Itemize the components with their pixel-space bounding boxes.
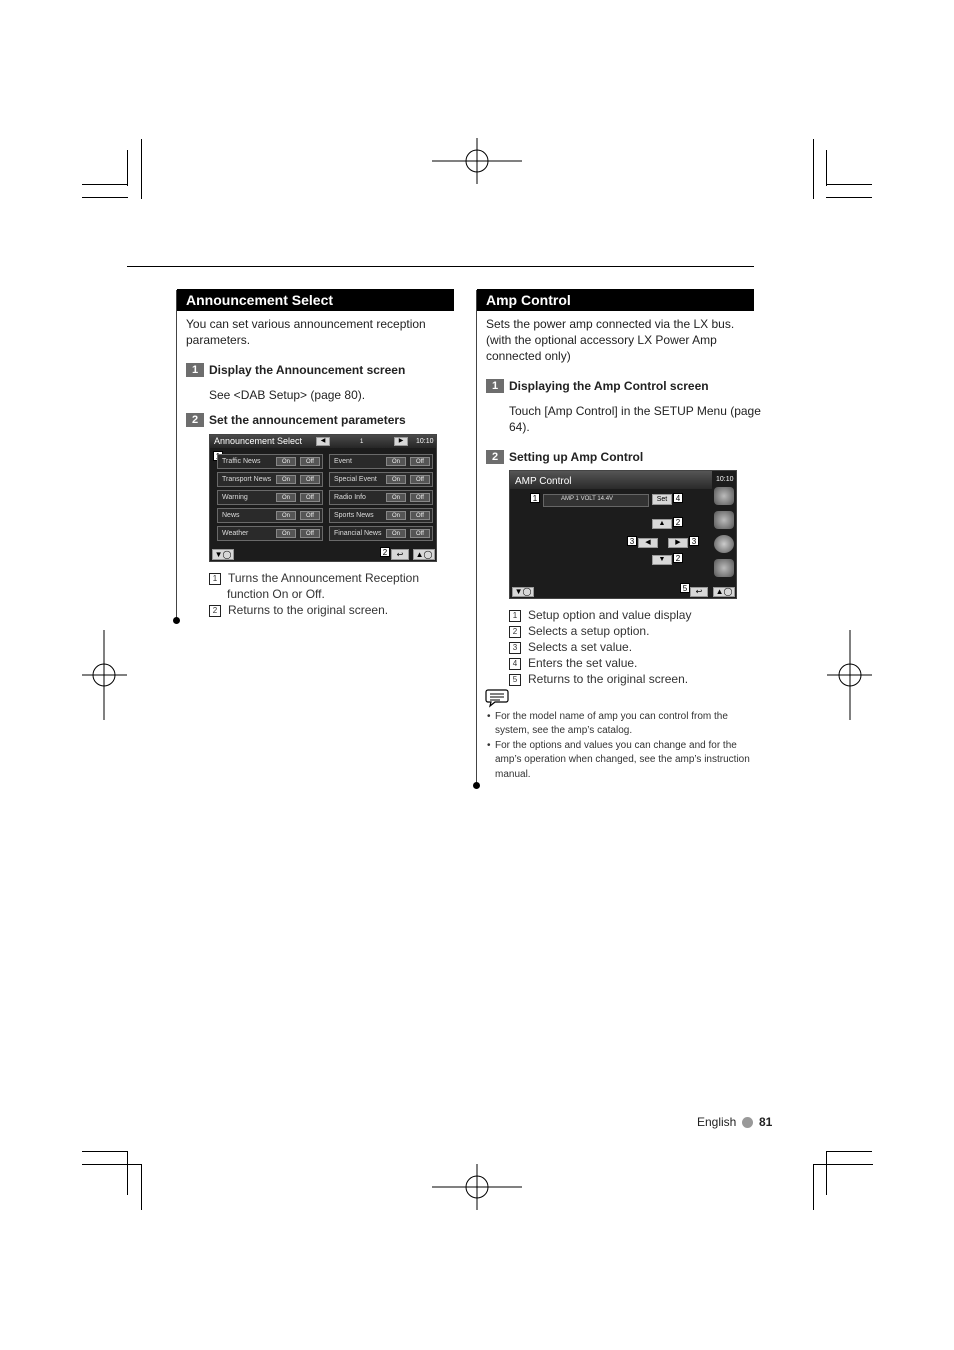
row-label: Financial News (334, 530, 382, 537)
off-button[interactable]: Off (410, 457, 430, 466)
row-label: Traffic News (222, 458, 261, 465)
step-title: Setting up Amp Control (509, 450, 644, 464)
callout-3: 3 (627, 536, 637, 546)
callout-5: 5 (680, 583, 690, 593)
footer-language: English (697, 1115, 737, 1129)
section-heading-amp-control: Amp Control (477, 289, 754, 311)
legend-item: 2 Selects a setup option. (509, 623, 649, 639)
callout-2: 2 (380, 547, 390, 557)
note-line: amp’s operation when changed, see the amp’s instruction (495, 754, 750, 765)
step-number: 1 (486, 379, 504, 393)
toggle-row[interactable] (329, 508, 433, 523)
on-button[interactable]: On (386, 475, 406, 484)
screen-title: AMP Control (515, 476, 572, 487)
callout-2: 2 (673, 517, 683, 527)
row-label: Sports News (334, 512, 374, 519)
step-body: Touch [Amp Control] in the SETUP Menu (page (509, 404, 761, 418)
on-button[interactable]: On (386, 457, 406, 466)
left-margin-bar (176, 290, 177, 620)
toggle-row[interactable] (217, 472, 323, 487)
off-button[interactable]: Off (410, 493, 430, 502)
row-label: Radio Info (334, 494, 366, 501)
row-label: News (222, 512, 240, 519)
callout-3: 3 (689, 536, 699, 546)
note-bullet: • (487, 740, 491, 751)
legend-item: function On or Off. (227, 587, 325, 601)
on-button[interactable]: On (276, 475, 296, 484)
scroll-down-button[interactable]: ▼◯ (212, 549, 234, 560)
off-button[interactable]: Off (410, 511, 430, 520)
off-button[interactable]: Off (300, 457, 320, 466)
amp-intro-line: Sets the power amp connected via the LX bus. (486, 317, 735, 331)
amp-control-screen (509, 470, 737, 599)
note-line: system, see the amp’s catalog. (495, 725, 633, 736)
option-up-button[interactable]: ▲ (652, 519, 672, 529)
step-number: 2 (186, 413, 204, 427)
legend-item: 1 Turns the Announcement Reception (209, 570, 419, 586)
callout-2: 2 (673, 553, 683, 563)
value-left-button[interactable]: ◀ (638, 538, 658, 548)
option-down-button[interactable]: ▼ (652, 555, 672, 565)
amp-intro-line: (with the optional accessory LX Power Amp (486, 333, 717, 347)
next-page-button[interactable]: ▶ (394, 437, 408, 446)
left-margin-dot (173, 617, 180, 624)
off-button[interactable]: Off (410, 529, 430, 538)
value-right-button[interactable]: ▶ (668, 538, 688, 548)
step-body: 64). (509, 420, 530, 434)
legend-item: 1 Setup option and value display (509, 607, 691, 623)
side-menu-icon[interactable] (714, 487, 734, 505)
side-menu-icon[interactable] (714, 535, 734, 553)
off-button[interactable]: Off (410, 475, 430, 484)
top-rule (127, 266, 754, 267)
right-margin-dot (473, 782, 480, 789)
note-line: For the model name of amp you can control from the (495, 711, 728, 722)
on-button[interactable]: On (276, 511, 296, 520)
step-title: Set the announcement parameters (209, 413, 406, 427)
right-margin-bar (476, 290, 477, 784)
on-button[interactable]: On (386, 493, 406, 502)
toggle-row[interactable] (217, 526, 323, 541)
note-icon (485, 688, 509, 708)
toggle-row[interactable] (329, 472, 433, 487)
legend-item: 2 Returns to the original screen. (209, 602, 388, 618)
scroll-down-button[interactable]: ▼◯ (512, 587, 534, 597)
screen-title: Announcement Select (214, 436, 303, 446)
row-label: Warning (222, 494, 248, 501)
side-menu-icon[interactable] (714, 559, 734, 577)
toggle-row[interactable] (329, 526, 433, 541)
toggle-row[interactable] (217, 454, 323, 469)
off-button[interactable]: Off (300, 529, 320, 538)
clock: 10:10 (416, 438, 434, 445)
step-title: Displaying the Amp Control screen (509, 379, 709, 393)
toggle-row[interactable] (329, 454, 433, 469)
step-body: See <DAB Setup> (page 80). (209, 388, 366, 402)
announcement-intro: You can set various announcement reception parameters. (186, 317, 426, 347)
page-number: 81 (759, 1115, 773, 1129)
on-button[interactable]: On (386, 511, 406, 520)
set-button[interactable]: Set (652, 494, 672, 505)
section-heading-announcement: Announcement Select (177, 289, 454, 311)
return-button[interactable]: ↩ (391, 549, 409, 560)
footer-dot (742, 1117, 753, 1128)
return-button[interactable]: ↩ (690, 587, 708, 597)
row-label: Special Event (334, 476, 377, 483)
value-display-text: AMP 1 VOLT 14.4V (561, 496, 614, 502)
step-number: 1 (186, 363, 204, 377)
callout-1: 1 (530, 493, 540, 503)
on-button[interactable]: On (276, 457, 296, 466)
toggle-row[interactable] (217, 490, 323, 505)
amp-intro-line: connected only) (486, 349, 571, 363)
prev-page-button[interactable]: ◀ (316, 437, 330, 446)
on-button[interactable]: On (276, 529, 296, 538)
legend-item: 4 Enters the set value. (509, 655, 637, 671)
legend-item: 5 Returns to the original screen. (509, 671, 688, 687)
legend-item: 3 Selects a set value. (509, 639, 632, 655)
off-button[interactable]: Off (300, 493, 320, 502)
off-button[interactable]: Off (300, 475, 320, 484)
clock: 10:10 (716, 476, 734, 483)
note-line: manual. (495, 769, 531, 780)
row-label: Weather (222, 530, 249, 537)
scroll-up-button[interactable]: ▲◯ (713, 587, 735, 597)
note-bullet: • (487, 711, 491, 722)
step-title: Display the Announcement screen (209, 363, 406, 377)
on-button[interactable]: On (386, 529, 406, 538)
scroll-up-button[interactable]: ▲◯ (413, 549, 435, 560)
row-label: Transport News (222, 476, 272, 483)
announcement-screen (209, 434, 437, 562)
note-line: For the options and values you can change and for the (495, 740, 737, 751)
callout-4: 4 (673, 493, 683, 503)
toggle-row[interactable] (217, 508, 323, 523)
row-label: Event (334, 458, 352, 465)
off-button[interactable]: Off (300, 511, 320, 520)
step-number: 2 (486, 450, 504, 464)
page-indicator: 1 (360, 439, 364, 445)
side-menu-icon[interactable] (714, 511, 734, 529)
toggle-row[interactable] (329, 490, 433, 505)
on-button[interactable]: On (276, 493, 296, 502)
